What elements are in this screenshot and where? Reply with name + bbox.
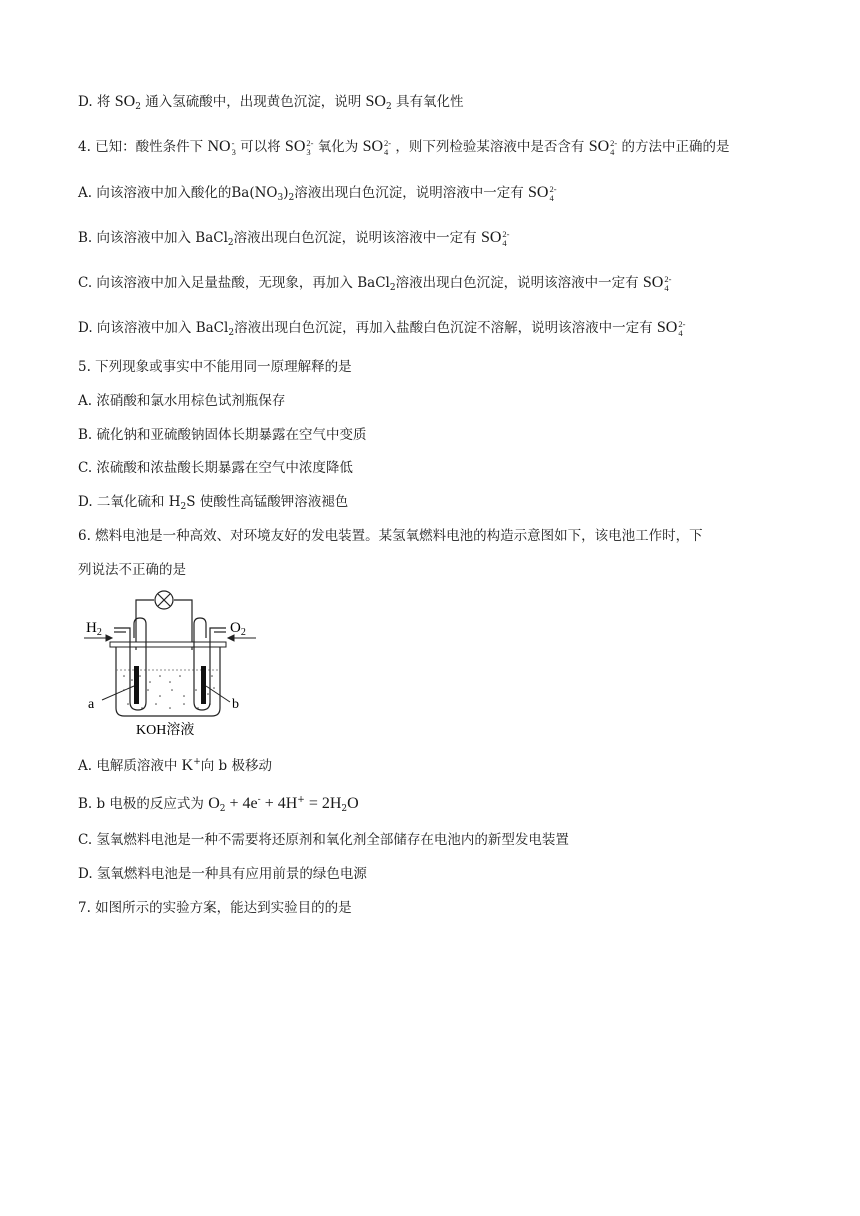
option-text: S 使酸性高锰酸钾溶液褪色 bbox=[186, 494, 349, 510]
electrode-a bbox=[134, 666, 139, 704]
label-part: 2 bbox=[240, 627, 246, 638]
q4-option-b bbox=[78, 228, 510, 253]
subscript: 3 bbox=[306, 146, 311, 157]
formula: K bbox=[181, 757, 194, 774]
formula: SO bbox=[480, 229, 502, 246]
option-text: 溶液出现白色沉淀，说明该溶液中一定有 bbox=[233, 230, 477, 246]
q6-option-b bbox=[78, 790, 359, 819]
q5-option-c: C. 浓硫酸和浓盐酸长期暴露在空气中浓度降低 bbox=[78, 460, 353, 476]
formula: SO bbox=[588, 138, 610, 155]
subscript: 4 bbox=[664, 282, 669, 293]
subscript: 2 bbox=[288, 193, 295, 203]
q3d-suffix: 具有氧化性 bbox=[396, 94, 464, 110]
ion-script bbox=[664, 275, 671, 293]
subscript: 2 bbox=[219, 804, 226, 814]
electrode-b-label: b bbox=[232, 697, 239, 712]
option-text: A. 向该溶液中加入酸化的 bbox=[78, 185, 232, 201]
ion-script bbox=[232, 139, 236, 157]
formula: + 4e bbox=[225, 795, 258, 812]
koh-label: KOH溶液 bbox=[136, 723, 195, 738]
subscript: 2 bbox=[227, 238, 234, 248]
q6-option-c: C. 氢氧燃料电池是一种不需要将还原剂和氧化剂全部储存在电池内的新型发电装置 bbox=[78, 832, 569, 848]
q3-option-d bbox=[78, 92, 464, 117]
subscript: 2 bbox=[385, 102, 392, 112]
option-text: B. 向该溶液中加入 BaCl bbox=[78, 230, 228, 246]
subscript: 2 bbox=[228, 328, 235, 338]
beaker bbox=[110, 642, 226, 716]
left-tube bbox=[114, 618, 146, 710]
ion-script bbox=[306, 139, 313, 157]
label-part: 2 bbox=[96, 627, 102, 638]
electrode-a-label: a bbox=[88, 697, 95, 712]
subscript: 2 bbox=[135, 102, 141, 112]
charge: - bbox=[231, 137, 235, 148]
q3d-prefix: D. 将 bbox=[78, 94, 111, 110]
electrode-b bbox=[201, 666, 206, 704]
formula: NO bbox=[207, 138, 231, 155]
charge: 2- bbox=[306, 137, 314, 148]
option-text: A. 电解质溶液中 bbox=[78, 758, 178, 774]
formula: SO bbox=[656, 319, 678, 336]
option-text: B. b 电极的反应式为 bbox=[78, 796, 204, 812]
q5-option-a: A. 浓硝酸和氯水用棕色试剂瓶保存 bbox=[78, 393, 286, 409]
subscript: 3 bbox=[231, 146, 236, 157]
charge: 2- bbox=[664, 273, 672, 284]
q4-stem-part: 的方法中正确的是 bbox=[621, 139, 730, 155]
charge: 2- bbox=[610, 137, 618, 148]
ion-script bbox=[384, 139, 391, 157]
q4-option-a bbox=[78, 183, 557, 208]
ion-script bbox=[549, 185, 556, 203]
reagent: ) bbox=[283, 185, 289, 201]
ion-script bbox=[678, 320, 685, 338]
q4-option-d bbox=[78, 318, 685, 343]
reagent: Ba(NO bbox=[231, 185, 278, 201]
q6-option-d: D. 氢氧燃料电池是一种具有应用前景的绿色电源 bbox=[78, 866, 367, 882]
h2-label bbox=[86, 620, 102, 638]
charge: 2- bbox=[678, 318, 686, 329]
formula: = 2H bbox=[304, 795, 342, 812]
charge: - bbox=[257, 795, 261, 805]
formula: SO bbox=[114, 93, 136, 110]
charge: 2- bbox=[384, 137, 392, 148]
q6-option-a bbox=[78, 752, 272, 776]
subscript: 2 bbox=[389, 283, 396, 293]
q5-stem: 5. 下列现象或事实中不能用同一原理解释的是 bbox=[78, 359, 352, 375]
q6-stem-line2: 列说法不正确的是 bbox=[78, 562, 186, 578]
subscript: 4 bbox=[678, 327, 683, 338]
option-text: 溶液出现白色沉淀，再加入盐酸白色沉淀不溶解，说明该溶液中一定有 bbox=[234, 320, 653, 336]
option-text: 溶液出现白色沉淀，说明溶液中一定有 bbox=[294, 185, 524, 201]
option-text: 向 b 极移动 bbox=[200, 758, 272, 774]
q4-stem-part: 氧化为 bbox=[317, 139, 359, 155]
subscript: 4 bbox=[384, 146, 389, 157]
ion-script bbox=[502, 230, 509, 248]
subscript: 2 bbox=[341, 804, 348, 814]
q3d-mid: 通入氢硫酸中，出现黄色沉淀，说明 bbox=[145, 94, 362, 110]
subscript: 4 bbox=[502, 237, 507, 248]
option-text: D. 二氧化硫和 H bbox=[78, 494, 181, 510]
q6-stem-line1: 6. 燃料电池是一种高效、对环境友好的发电装置。某氢氧燃料电池的构造示意图如下，该电池工作时，下 bbox=[78, 528, 703, 544]
charge: 2- bbox=[502, 228, 510, 239]
q7-stem: 7. 如图所示的实验方案，能达到实验目的的是 bbox=[78, 900, 352, 916]
q4-stem bbox=[78, 137, 730, 157]
formula: SO bbox=[362, 138, 384, 155]
formula: SO bbox=[528, 184, 549, 201]
formula: O bbox=[347, 795, 359, 812]
option-text: 溶液出现白色沉淀，说明该溶液中一定有 bbox=[395, 275, 639, 291]
subscript: 4 bbox=[549, 192, 554, 203]
charge: + bbox=[297, 795, 305, 805]
charge: + bbox=[193, 757, 201, 767]
fuel-cell-diagram bbox=[80, 590, 260, 738]
label-part: H bbox=[86, 620, 97, 636]
q4-stem-part: 4. 已知：酸性条件下 bbox=[78, 139, 204, 155]
q4-stem-part: ，则下列检验某溶液中是否含有 bbox=[395, 139, 585, 155]
q5-option-b: B. 硫化钠和亚硫酸钠固体长期暴露在空气中变质 bbox=[78, 427, 367, 443]
label-part: O bbox=[230, 620, 241, 636]
formula: SO bbox=[365, 93, 386, 110]
q4-stem-part: 可以将 bbox=[240, 139, 281, 155]
option-text: C. 向该溶液中加入足量盐酸，无现象，再加入 BaCl bbox=[78, 275, 390, 291]
formula: + 4H bbox=[260, 795, 298, 812]
q4-option-c bbox=[78, 273, 671, 298]
option-text: D. 向该溶液中加入 BaCl bbox=[78, 320, 229, 336]
formula: SO bbox=[642, 274, 664, 291]
charge: 2- bbox=[549, 183, 557, 194]
subscript: 2 bbox=[180, 502, 187, 512]
formula: O bbox=[208, 795, 220, 812]
formula: SO bbox=[284, 138, 306, 155]
q5-option-d bbox=[78, 492, 348, 517]
bulb-icon bbox=[155, 591, 173, 609]
ion-script bbox=[610, 139, 617, 157]
subscript: 4 bbox=[610, 146, 615, 157]
subscript: 3 bbox=[277, 193, 284, 203]
o2-label bbox=[230, 620, 246, 638]
